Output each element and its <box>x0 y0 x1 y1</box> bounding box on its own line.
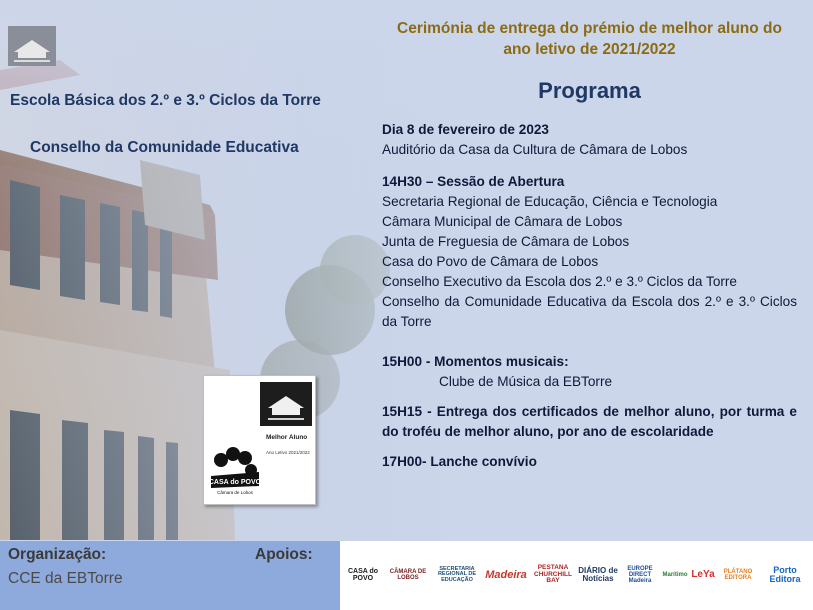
sponsor-name: Madeira <box>485 568 527 581</box>
sponsor-name: PLÁTANO EDITORA <box>723 569 753 581</box>
awards-session: 15H15 - Entrega dos certificados de melhor aluno, por turma e do troféu de melhor aluno, por ano de escolaridade <box>382 404 797 439</box>
event-date: Dia 8 de fevereiro de 2023 <box>382 122 549 137</box>
opening-item: Conselho Executivo da Escola dos 2.º e 3.º Ciclos da Torre <box>382 274 737 289</box>
sponsor-name: CÂMARA DE LOBOS <box>389 569 427 581</box>
sponsor-leya-logo <box>690 552 716 598</box>
sponsor-name: LeYa <box>691 569 715 580</box>
sponsor-madeira-logo <box>484 552 528 598</box>
school-logo-icon <box>8 26 56 66</box>
programa-heading: Programa <box>538 78 641 103</box>
sponsor-name: Marítimo <box>662 572 688 578</box>
opening-item: Conselho da Comunidade Educativa da Escola dos 2.º e 3.º Ciclos da Torre <box>382 294 797 329</box>
sponsor-name: DIÁRIO de Notícias <box>578 566 618 583</box>
opening-item: Junta de Freguesia de Câmara de Lobos <box>382 234 630 249</box>
sponsor-name: SECRETARIA REGIONAL DE EDUCAÇÃO <box>437 565 477 583</box>
event-venue: Auditório da Casa da Cultura de Câmara de Lobos <box>382 142 688 157</box>
sponsor-name: CASA do POVO <box>347 568 379 582</box>
music-session-detail: Clube de Música da EBTorre <box>439 374 613 389</box>
sponsor-casa-do-povo-logo <box>343 552 383 598</box>
award-card <box>203 375 316 505</box>
card-year: Ano Letivo 2021/2022 <box>266 450 310 455</box>
school-name: Escola Básica dos 2.º e 3.º Ciclos da Torre <box>10 92 321 109</box>
sponsor-platano-editora-logo <box>718 552 758 598</box>
sponsor-pestana-logo <box>530 552 576 598</box>
sponsor-name: EUROPE DIRECT Madeira <box>627 566 653 584</box>
sponsor-secretaria-regional-logo <box>432 552 482 598</box>
sponsor-porto-editora-logo <box>760 552 810 598</box>
council-name: Conselho da Comunidade Educativa <box>30 139 299 156</box>
sponsor-name: PESTANA CHURCHILL BAY <box>534 564 572 585</box>
sponsor-camara-de-lobos-logo <box>386 552 430 598</box>
card-casa-text: CASA do POVO <box>208 479 262 486</box>
card-casa-sub: Câmara de Lobos <box>217 490 253 495</box>
sponsor-maritimo-logo <box>662 552 688 598</box>
program-body <box>382 120 797 472</box>
music-session-title: 15H00 - Momentos musicais: <box>382 354 569 369</box>
sponsor-europe-direct-logo <box>620 552 660 598</box>
card-title: Melhor Aluno <box>266 434 308 441</box>
card-school-logo-icon <box>260 382 312 426</box>
ceremony-title: Cerimónia de entrega do prémio de melhor aluno do ano letivo de 2021/2022 <box>397 20 782 58</box>
opening-item: Secretaria Regional de Educação, Ciência e Tecnologia <box>382 194 718 209</box>
sponsor-name: Porto Editora <box>769 565 801 584</box>
sponsor-diario-de-noticias-logo <box>578 552 618 598</box>
card-casa-do-povo-logo <box>207 442 263 498</box>
snack-session: 17H00- Lanche convívio <box>382 454 537 469</box>
opening-item: Câmara Municipal de Câmara de Lobos <box>382 214 623 229</box>
opening-session-title: 14H30 – Sessão de Abertura <box>382 174 565 189</box>
organization-label: Organização: <box>8 546 107 563</box>
opening-item: Casa do Povo de Câmara de Lobos <box>382 254 599 269</box>
support-label: Apoios: <box>255 546 313 563</box>
organization-value: CCE da EBTorre <box>8 570 123 587</box>
